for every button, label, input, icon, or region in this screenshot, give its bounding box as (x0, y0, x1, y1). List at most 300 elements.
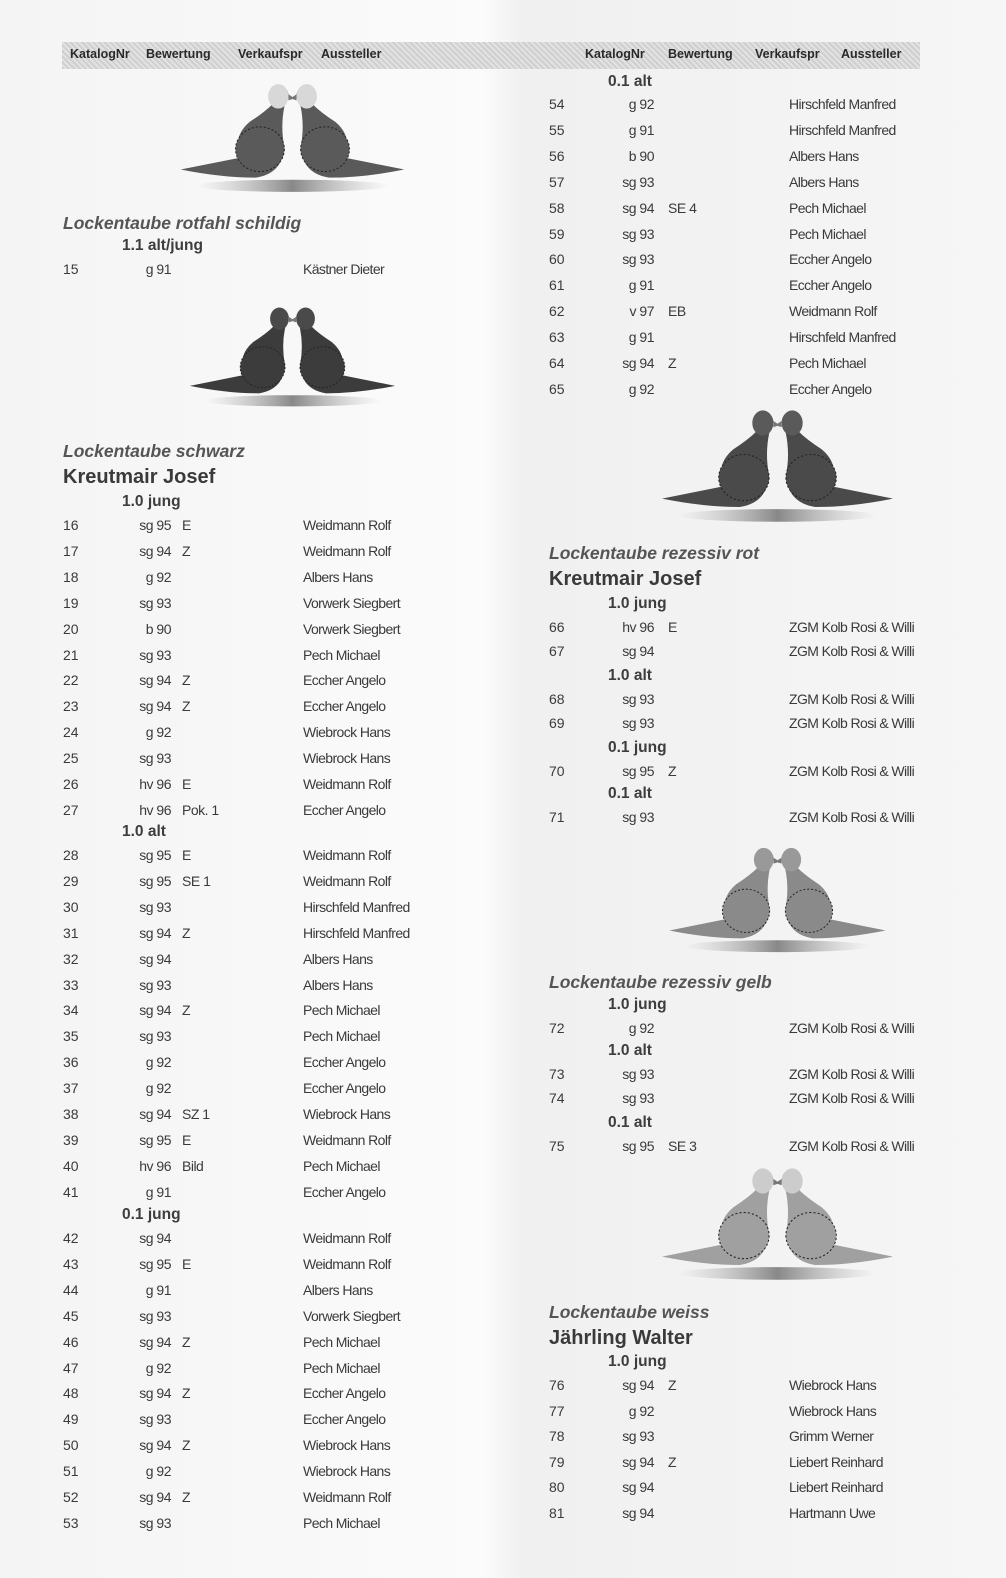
katalog-nr: 26 (63, 776, 79, 792)
table-row (549, 249, 969, 269)
header-katalognr: KatalogNr (70, 47, 130, 61)
bewertung: b 90 (628, 147, 654, 164)
table-row (63, 1156, 483, 1176)
aussteller: Pech Michael (303, 1359, 380, 1376)
aussteller: Weidmann Rolf (303, 517, 391, 533)
bewertung: sg 93 (139, 976, 171, 993)
aussteller: Pech Michael (303, 1333, 380, 1350)
aussteller: Albers Hans (303, 950, 373, 967)
award: Z (668, 1377, 677, 1393)
breeder-name: Kreutmair Josef (549, 568, 702, 590)
bewertung: sg 95 (139, 872, 171, 889)
table-row (549, 1018, 969, 1038)
award: Pok. 1 (182, 801, 219, 818)
katalog-nr: 54 (549, 96, 565, 112)
bewertung: sg 94 (139, 542, 171, 559)
table-row (63, 1409, 483, 1429)
table-row (549, 761, 969, 781)
bewertung: sg 93 (622, 251, 654, 268)
table-row (549, 327, 969, 347)
katalog-nr: 50 (63, 1437, 79, 1454)
aussteller: Hartmann Uwe (789, 1505, 876, 1521)
bewertung: hv 96 (139, 1157, 171, 1174)
table-row (63, 722, 483, 742)
katalog-nr: 25 (63, 750, 79, 767)
katalog-nr: 55 (549, 121, 565, 138)
aussteller: Weidmann Rolf (303, 1131, 391, 1148)
katalog-nr: 70 (549, 763, 565, 779)
katalog-nr: 64 (549, 355, 565, 371)
bewertung: sg 94 (622, 199, 654, 216)
award: Z (182, 672, 191, 689)
award: SE 3 (668, 1138, 697, 1154)
katalog-nr: 24 (63, 724, 79, 741)
aussteller: Pech Michael (303, 1002, 380, 1019)
table-row (549, 807, 969, 827)
bewertung: sg 93 (139, 750, 171, 767)
breeder-name: Kreutmair Josef (63, 466, 216, 488)
pigeon-pair-weiss-image (650, 1160, 905, 1286)
group-head: 1.0 alt (608, 667, 652, 684)
table-row (549, 172, 969, 192)
bewertung: sg 93 (622, 1090, 654, 1106)
table-row (63, 871, 483, 891)
bewertung: hv 96 (139, 776, 171, 792)
katalog-nr: 16 (63, 517, 79, 533)
breed-title: Lockentaube weiss (549, 1302, 710, 1322)
bewertung: sg 93 (139, 898, 171, 915)
aussteller: Weidmann Rolf (303, 1489, 391, 1505)
bewertung: sg 93 (622, 173, 654, 190)
katalog-nr: 73 (549, 1066, 565, 1082)
aussteller: Eccher Angelo (303, 1183, 386, 1200)
katalog-nr: 33 (63, 976, 79, 993)
bewertung: sg 94 (139, 1106, 171, 1122)
table-row (63, 593, 483, 613)
table-row (549, 641, 969, 661)
bewertung: sg 94 (139, 1489, 171, 1505)
katalog-nr: 17 (63, 542, 79, 559)
pigeon-pair-rezessiv-gelb-image (650, 840, 905, 958)
award: Z (182, 1489, 191, 1505)
award: E (182, 517, 191, 533)
table-row (63, 1228, 483, 1248)
award: Z (182, 1333, 191, 1350)
katalog-nr: 38 (63, 1106, 79, 1122)
group-head: 0.1 alt (608, 73, 652, 90)
table-row (549, 1136, 969, 1156)
aussteller: Eccher Angelo (789, 380, 872, 397)
table-row (63, 1078, 483, 1098)
table-row (63, 515, 483, 535)
aussteller: Albers Hans (303, 568, 373, 585)
bewertung: sg 94 (622, 1453, 654, 1470)
katalog-nr: 78 (549, 1428, 565, 1445)
aussteller: Pech Michael (303, 1514, 380, 1531)
award: SE 1 (182, 872, 211, 889)
bewertung: v 97 (629, 303, 654, 320)
katalog-nr: 80 (549, 1479, 565, 1496)
katalog-nr: 79 (549, 1453, 565, 1470)
award: E (182, 776, 191, 792)
table-row (63, 1254, 483, 1274)
aussteller: Vorwerk Siegbert (303, 1307, 401, 1324)
bewertung: sg 93 (622, 1428, 654, 1445)
katalog-nr: 52 (63, 1489, 79, 1505)
group-head: 0.1 alt (608, 1114, 652, 1131)
award: E (668, 619, 677, 635)
table-row (549, 94, 969, 114)
katalog-nr: 18 (63, 568, 79, 585)
katalog-nr: 68 (549, 691, 565, 707)
table-row (63, 923, 483, 943)
katalog-nr: 57 (549, 173, 565, 190)
katalog-nr: 56 (549, 147, 565, 164)
katalog-nr: 22 (63, 672, 79, 689)
bewertung: sg 93 (139, 1514, 171, 1531)
aussteller: Albers Hans (789, 147, 859, 164)
aussteller: ZGM Kolb Rosi & Willi (789, 715, 915, 731)
aussteller: Grimm Werner (789, 1428, 874, 1445)
bewertung: sg 94 (139, 1437, 171, 1454)
katalog-nr: 40 (63, 1157, 79, 1174)
table-row (63, 670, 483, 690)
aussteller: Vorwerk Siegbert (303, 620, 401, 637)
bewertung: sg 95 (139, 1255, 171, 1272)
bewertung: sg 95 (139, 517, 171, 533)
aussteller: Eccher Angelo (303, 1385, 386, 1402)
aussteller: Liebert Reinhard (789, 1479, 883, 1496)
aussteller: ZGM Kolb Rosi & Willi (789, 1138, 915, 1154)
bewertung: sg 94 (139, 698, 171, 715)
bewertung: g 92 (628, 1020, 654, 1036)
aussteller: Eccher Angelo (303, 1054, 386, 1071)
bewertung: g 92 (628, 96, 654, 112)
table-row (63, 975, 483, 995)
bewertung: g 92 (145, 568, 171, 585)
katalog-nr: 62 (549, 303, 565, 320)
bewertung: sg 93 (139, 594, 171, 611)
table-row (63, 1332, 483, 1352)
aussteller: Weidmann Rolf (303, 872, 391, 889)
katalog-nr: 36 (63, 1054, 79, 1071)
table-row (63, 1306, 483, 1326)
katalog-nr: 65 (549, 380, 565, 397)
aussteller: Pech Michael (789, 355, 866, 371)
pigeon-pair-rezessiv-rot-image (650, 402, 905, 528)
bewertung: sg 94 (139, 950, 171, 967)
katalog-nr: 47 (63, 1359, 79, 1376)
katalog-nr: 49 (63, 1411, 79, 1428)
katalog-nr: 39 (63, 1131, 79, 1148)
award: Z (182, 1385, 191, 1402)
bewertung: sg 93 (622, 691, 654, 707)
bewertung: sg 95 (622, 1138, 654, 1154)
katalog-nr: 32 (63, 950, 79, 967)
group-head: 0.1 jung (608, 739, 667, 756)
table-row (63, 774, 483, 794)
table-row (549, 1064, 969, 1084)
table-row (549, 1088, 969, 1108)
aussteller: Eccher Angelo (789, 251, 872, 268)
katalog-nr: 71 (549, 809, 565, 825)
aussteller: Weidmann Rolf (303, 542, 391, 559)
katalog-nr: 44 (63, 1281, 79, 1298)
header-katalognr: KatalogNr (585, 47, 645, 61)
header-bar-left (62, 42, 520, 69)
katalog-nr: 59 (549, 225, 565, 242)
group-head: 1.1 alt/jung (122, 237, 203, 254)
bewertung: g 91 (145, 1183, 171, 1200)
katalog-nr: 63 (549, 329, 565, 346)
award: Z (182, 542, 191, 559)
bewertung: g 92 (145, 1080, 171, 1097)
katalog-nr: 74 (549, 1090, 565, 1106)
group-head: 0.1 alt (608, 785, 652, 802)
table-row (63, 1130, 483, 1150)
table-row (63, 748, 483, 768)
breeder-name: Jährling Walter (549, 1327, 693, 1349)
katalog-nr: 45 (63, 1307, 79, 1324)
katalog-nr: 23 (63, 698, 79, 715)
award: Z (182, 1437, 191, 1454)
aussteller: Albers Hans (789, 173, 859, 190)
table-row (63, 1513, 483, 1533)
bewertung: sg 94 (139, 924, 171, 941)
table-row (549, 301, 969, 321)
table-row (549, 689, 969, 709)
group-head: 0.1 jung (122, 1206, 181, 1223)
katalog-nr: 67 (549, 643, 565, 659)
header-verkaufspr: Verkaufspr (238, 47, 303, 61)
aussteller: Weidmann Rolf (303, 776, 391, 792)
table-row (549, 1452, 969, 1472)
aussteller: Wiebrock Hans (303, 750, 391, 767)
bewertung: sg 93 (139, 1411, 171, 1428)
bewertung: g 92 (628, 1402, 654, 1419)
table-row (549, 1477, 969, 1497)
bewertung: sg 95 (622, 763, 654, 779)
katalog-nr: 21 (63, 646, 79, 663)
bewertung: sg 93 (139, 1307, 171, 1324)
table-row (63, 645, 483, 665)
bewertung: g 92 (145, 724, 171, 741)
aussteller: Kästner Dieter (303, 261, 385, 277)
bewertung: sg 94 (139, 1385, 171, 1402)
group-head: 1.0 alt (608, 1042, 652, 1059)
aussteller: Albers Hans (303, 1281, 373, 1298)
table-row (63, 259, 483, 279)
katalog-nr: 61 (549, 277, 565, 294)
bewertung: sg 95 (139, 847, 171, 863)
bewertung: sg 94 (622, 1479, 654, 1496)
katalog-nr: 69 (549, 715, 565, 731)
table-row (63, 1383, 483, 1403)
award: E (182, 1131, 191, 1148)
header-aussteller: Aussteller (841, 47, 902, 61)
table-row (63, 619, 483, 639)
bewertung: g 91 (145, 261, 171, 277)
aussteller: ZGM Kolb Rosi & Willi (789, 763, 915, 779)
aussteller: ZGM Kolb Rosi & Willi (789, 691, 915, 707)
table-row (63, 949, 483, 969)
table-row (549, 275, 969, 295)
table-row (63, 800, 483, 820)
table-row (549, 379, 969, 399)
table-row (63, 1052, 483, 1072)
aussteller: Wiebrock Hans (303, 724, 391, 741)
table-row (63, 897, 483, 917)
table-row (63, 1026, 483, 1046)
aussteller: Wiebrock Hans (789, 1402, 877, 1419)
header-bewertung: Bewertung (668, 47, 733, 61)
aussteller: Hirschfeld Manfred (789, 121, 896, 138)
aussteller: Pech Michael (303, 1157, 380, 1174)
bewertung: sg 93 (622, 1066, 654, 1082)
bewertung: g 92 (145, 1463, 171, 1480)
bewertung: sg 93 (139, 646, 171, 663)
bewertung: sg 93 (622, 225, 654, 242)
katalog-nr: 34 (63, 1002, 79, 1019)
table-row (63, 1435, 483, 1455)
aussteller: ZGM Kolb Rosi & Willi (789, 1090, 915, 1106)
katalog-nr: 28 (63, 847, 79, 863)
table-row (63, 1358, 483, 1378)
aussteller: ZGM Kolb Rosi & Willi (789, 1020, 915, 1036)
table-row (549, 1375, 969, 1395)
katalog-nr: 27 (63, 801, 79, 818)
award: E (182, 1255, 191, 1272)
table-row (549, 1426, 969, 1446)
breed-title: Lockentaube rezessiv gelb (549, 972, 772, 992)
award: Z (182, 924, 191, 941)
table-row (549, 120, 969, 140)
bewertung: g 92 (145, 1359, 171, 1376)
bewertung: hv 96 (139, 801, 171, 818)
katalog-nr: 43 (63, 1255, 79, 1272)
aussteller: ZGM Kolb Rosi & Willi (789, 643, 915, 659)
award: Z (668, 763, 677, 779)
katalog-nr: 77 (549, 1402, 565, 1419)
aussteller: Liebert Reinhard (789, 1453, 883, 1470)
table-row (63, 567, 483, 587)
katalog-nr: 29 (63, 872, 79, 889)
table-row (63, 1182, 483, 1202)
table-row (63, 1461, 483, 1481)
award: EB (668, 303, 686, 320)
aussteller: Eccher Angelo (303, 698, 386, 715)
aussteller: Pech Michael (303, 646, 380, 663)
group-head: 1.0 jung (608, 1353, 667, 1370)
group-head: 1.0 jung (608, 996, 667, 1013)
katalog-nr: 37 (63, 1080, 79, 1097)
katalog-nr: 75 (549, 1138, 565, 1154)
katalog-nr: 31 (63, 924, 79, 941)
bewertung: sg 94 (622, 355, 654, 371)
group-head: 1.0 jung (608, 595, 667, 612)
aussteller: Weidmann Rolf (303, 1255, 391, 1272)
aussteller: Eccher Angelo (303, 1080, 386, 1097)
award: SZ 1 (182, 1106, 210, 1122)
award: SE 4 (668, 199, 697, 216)
katalog-nr: 15 (63, 261, 79, 277)
table-row (549, 1503, 969, 1523)
aussteller: Eccher Angelo (303, 672, 386, 689)
aussteller: Pech Michael (789, 199, 866, 216)
katalog-nr: 48 (63, 1385, 79, 1402)
table-row (549, 146, 969, 166)
katalog-nr: 35 (63, 1028, 79, 1045)
katalog-nr: 72 (549, 1020, 565, 1036)
pigeon-pair-rotfahl-schildig-image (165, 76, 420, 198)
bewertung: b 90 (145, 620, 171, 637)
aussteller: Weidmann Rolf (303, 1230, 391, 1246)
katalog-nr: 51 (63, 1463, 79, 1480)
katalog-nr: 66 (549, 619, 565, 635)
bewertung: g 92 (145, 1054, 171, 1071)
table-row (549, 224, 969, 244)
katalog-nr: 19 (63, 594, 79, 611)
breed-title: Lockentaube rezessiv rot (549, 543, 760, 563)
aussteller: Hirschfeld Manfred (789, 329, 896, 346)
bewertung: sg 94 (622, 1505, 654, 1521)
bewertung: g 91 (145, 1281, 171, 1298)
table-row (549, 1401, 969, 1421)
katalog-nr: 60 (549, 251, 565, 268)
group-head: 1.0 alt (122, 823, 166, 840)
bewertung: g 91 (628, 277, 654, 294)
aussteller: Eccher Angelo (303, 801, 386, 818)
aussteller: Wiebrock Hans (789, 1377, 877, 1393)
table-row (549, 713, 969, 733)
katalog-nr: 53 (63, 1514, 79, 1531)
aussteller: Albers Hans (303, 976, 373, 993)
bewertung: g 91 (628, 121, 654, 138)
aussteller: Eccher Angelo (303, 1411, 386, 1428)
katalog-nr: 30 (63, 898, 79, 915)
katalog-nr: 46 (63, 1333, 79, 1350)
katalog-nr: 81 (549, 1505, 565, 1521)
aussteller: Eccher Angelo (789, 277, 872, 294)
aussteller: ZGM Kolb Rosi & Willi (789, 619, 915, 635)
katalog-nr: 41 (63, 1183, 79, 1200)
aussteller: ZGM Kolb Rosi & Willi (789, 809, 915, 825)
bewertung: sg 94 (622, 1377, 654, 1393)
aussteller: Pech Michael (303, 1028, 380, 1045)
table-row (63, 1280, 483, 1300)
aussteller: Weidmann Rolf (303, 847, 391, 863)
header-verkaufspr: Verkaufspr (755, 47, 820, 61)
table-row (63, 541, 483, 561)
aussteller: Pech Michael (789, 225, 866, 242)
table-row (63, 696, 483, 716)
table-row (549, 617, 969, 637)
bewertung: sg 94 (622, 643, 654, 659)
bewertung: sg 94 (139, 1002, 171, 1019)
table-row (549, 198, 969, 218)
bewertung: hv 96 (622, 619, 654, 635)
header-bewertung: Bewertung (146, 47, 211, 61)
award: E (182, 847, 191, 863)
bewertung: sg 95 (139, 1131, 171, 1148)
aussteller: Hirschfeld Manfred (303, 924, 410, 941)
bewertung: g 92 (628, 380, 654, 397)
table-row (549, 353, 969, 373)
aussteller: Hirschfeld Manfred (303, 898, 410, 915)
group-head: 1.0 jung (122, 493, 181, 510)
katalog-nr: 42 (63, 1230, 79, 1246)
award: Z (182, 1002, 191, 1019)
